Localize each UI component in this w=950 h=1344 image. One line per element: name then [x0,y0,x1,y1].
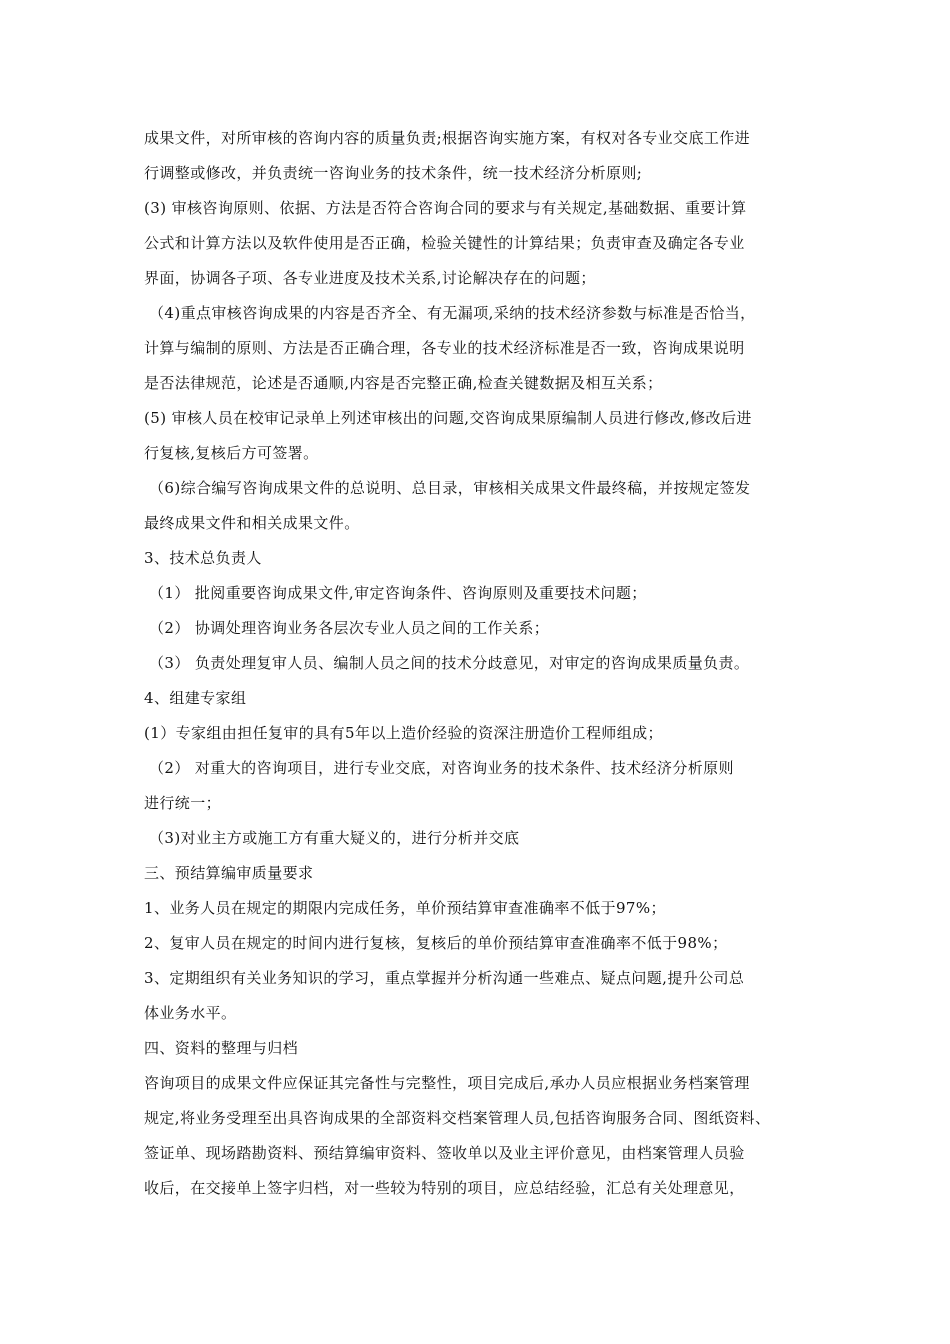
text-line: 签证单、现场踏勘资料、预结算编审资料、签收单以及业主评价意见，由档案管理人员验 [144,1144,745,1162]
text-line: 行复核,复核后方可签署。 [144,444,319,462]
section-heading: 三、预结算编审质量要求 [144,864,314,882]
text-line: 行调整或修改，并负责统一咨询业务的技术条件，统一技术经济分析原则; [144,164,643,182]
text-line: （4)重点审核咨询成果的内容是否齐全、有无漏项,采纳的技术经济参数与标准是否恰当， [149,304,756,322]
section-heading: 3、技术总负责人 [144,549,262,567]
section-heading: 四、资料的整理与归档 [144,1039,299,1057]
text-line: 计算与编制的原则、方法是否正确合理，各专业的技术经济标准是否一致，咨询成果说明 [144,339,745,357]
text-line: (3) 审核咨询原则、依据、方法是否符合咨询合同的要求与有关规定,基础数据、重要计算 [144,199,747,217]
list-item: （1） 批阅重要咨询成果文件,审定咨询条件、咨询原则及重要技术问题； [149,584,647,602]
list-item: 3、定期组织有关业务知识的学习，重点掌握并分析沟通一些难点、疑点问题,提升公司总 [144,969,745,987]
text-line: 收后，在交接单上签字归档，对一些较为特别的项目，应总结经验，汇总有关处理意见， [144,1179,745,1197]
list-item: （3） 负责处理复审人员、编制人员之间的技术分歧意见，对审定的咨询成果质量负责。 [149,654,750,672]
text-line: 公式和计算方法以及软件使用是否正确，检验关键性的计算结果；负责审查及确定各专业 [144,234,745,252]
section-heading: 4、组建专家组 [144,689,247,707]
list-item: （2） 对重大的咨询项目，进行专业交底，对咨询业务的技术条件、技术经济分析原则 [149,759,734,777]
text-line: （6)综合编写咨询成果文件的总说明、总目录，审核相关成果文件最终稿，并按规定签发 [149,479,751,497]
text-line: 规定,将业务受理至出具咨询成果的全部资料交档案管理人员,包括咨询服务合同、图纸资料、 [144,1109,771,1127]
text-line: 是否法律规范，论述是否通顺,内容是否完整正确,检查关键数据及相互关系； [144,374,663,392]
text-line: (5) 审核人员在校审记录单上列述审核出的问题,交咨询成果原编制人员进行修改,修改后进 [144,409,752,427]
text-line: 进行统一； [144,794,222,812]
text-line: 最终成果文件和相关成果文件。 [144,514,360,532]
list-item: (1）专家组由担任复审的具有5年以上造价经验的资深注册造价工程师组成； [144,724,663,742]
list-item: （3)对业主方或施工方有重大疑义的，进行分析并交底 [149,829,520,847]
list-item: （2） 协调处理咨询业务各层次专业人员之间的工作关系； [149,619,550,637]
list-item: 1、业务人员在规定的期限内完成任务，单价预结算审查准确率不低于97%； [144,899,666,917]
text-line: 体业务水平。 [144,1004,237,1022]
text-line: 咨询项目的成果文件应保证其完备性与完整性，项目完成后,承办人员应根据业务档案管理 [144,1074,750,1092]
list-item: 2、复审人员在规定的时间内进行复核，复核后的单价预结算审查准确率不低于98%； [144,934,728,952]
text-line: 界面，协调各子项、各专业进度及技术关系,讨论解决存在的问题； [144,269,596,287]
text-line: 成果文件，对所审核的咨询内容的质量负责;根据咨询实施方案，有权对各专业交底工作进 [144,129,751,147]
